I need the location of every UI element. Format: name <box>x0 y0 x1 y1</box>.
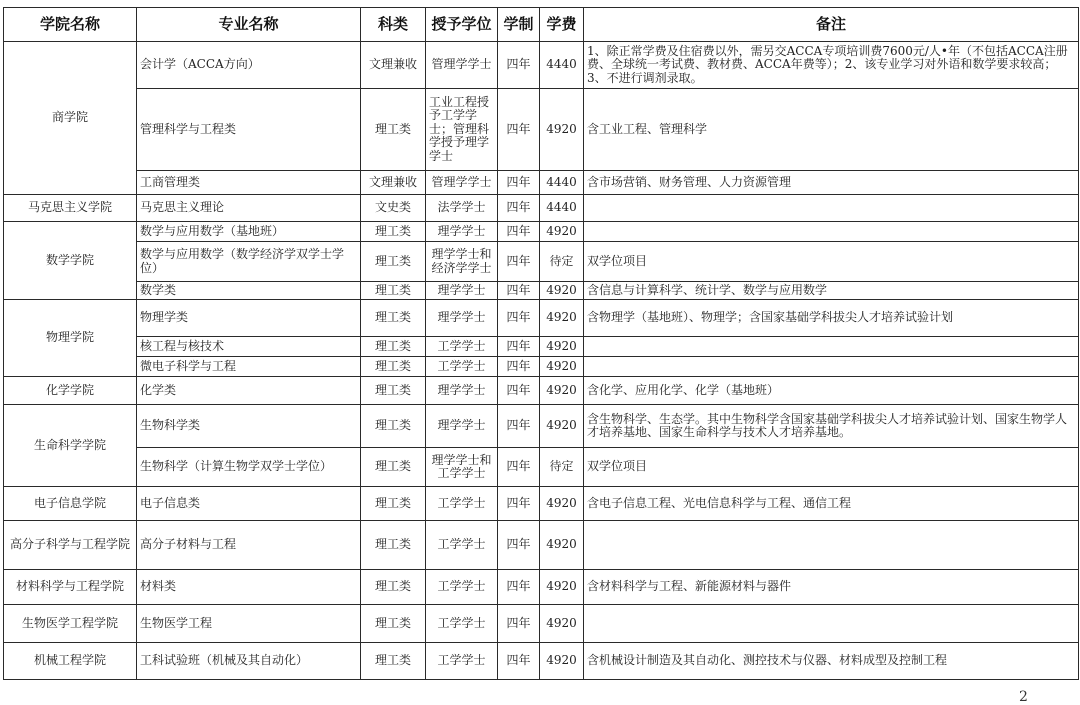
header-notes: 备注 <box>584 8 1079 42</box>
degree-cell: 理学学士 <box>426 405 498 448</box>
notes-cell <box>584 195 1079 222</box>
table-row <box>4 605 1079 643</box>
college-cell: 机械工程学院 <box>4 643 137 680</box>
duration-cell: 四年 <box>498 405 540 448</box>
table-header-row <box>4 8 1079 42</box>
table-row <box>4 89 1079 171</box>
tuition-cell: 4440 <box>540 171 584 195</box>
college-cell: 高分子科学与工程学院 <box>4 521 137 570</box>
degree-cell: 工学学士 <box>426 357 498 377</box>
header-category: 科类 <box>361 8 426 42</box>
degree-cell: 工学学士 <box>426 643 498 680</box>
notes-cell: 含机械设计制造及其自动化、测控技术与仪器、材料成型及控制工程 <box>584 643 1079 680</box>
major-cell: 电子信息类 <box>137 487 361 521</box>
category-cell: 文理兼收 <box>361 42 426 89</box>
duration-cell: 四年 <box>498 89 540 171</box>
table-row <box>4 521 1079 570</box>
major-cell: 管理科学与工程类 <box>137 89 361 171</box>
tuition-cell: 4920 <box>540 337 584 357</box>
header-major: 专业名称 <box>137 8 361 42</box>
tuition-cell: 4920 <box>540 357 584 377</box>
duration-cell: 四年 <box>498 282 540 300</box>
page-number: 2 <box>1019 689 1028 705</box>
notes-cell <box>584 521 1079 570</box>
table-row <box>4 242 1079 282</box>
category-cell: 文史类 <box>361 195 426 222</box>
header-degree: 授予学位 <box>426 8 498 42</box>
major-cell: 会计学（ACCA方向） <box>137 42 361 89</box>
duration-cell: 四年 <box>498 643 540 680</box>
notes-cell: 1、除正常学费及住宿费以外，需另交ACCA专项培训费7600元/人•年（不包括ACCA注册费、全球统一考试费、教材费、ACCA年费等）；2、该专业学习对外语和数学要求较高；3、不进行调剂录取。 <box>584 42 1079 89</box>
category-cell: 理工类 <box>361 300 426 337</box>
category-cell: 理工类 <box>361 89 426 171</box>
duration-cell: 四年 <box>498 357 540 377</box>
duration-cell: 四年 <box>498 222 540 242</box>
degree-cell: 理学学士 <box>426 300 498 337</box>
category-cell: 理工类 <box>361 405 426 448</box>
table-row <box>4 643 1079 680</box>
major-cell: 物理学类 <box>137 300 361 337</box>
tuition-cell: 4440 <box>540 195 584 222</box>
notes-cell: 含电子信息工程、光电信息科学与工程、通信工程 <box>584 487 1079 521</box>
college-cell: 物理学院 <box>4 300 137 377</box>
category-cell: 理工类 <box>361 605 426 643</box>
table-row <box>4 222 1079 242</box>
duration-cell: 四年 <box>498 570 540 605</box>
notes-cell: 含生物科学、生态学。其中生物科学含国家基础学科拔尖人才培养试验计划、国家生物学人才培养基地、国家生命科学与技术人才培养基地。 <box>584 405 1079 448</box>
college-cell: 电子信息学院 <box>4 487 137 521</box>
duration-cell: 四年 <box>498 487 540 521</box>
table-row <box>4 300 1079 337</box>
college-cell: 生命科学学院 <box>4 405 137 487</box>
category-cell: 理工类 <box>361 242 426 282</box>
degree-cell: 工学学士 <box>426 337 498 357</box>
degree-cell: 管理学学士 <box>426 171 498 195</box>
table-row <box>4 195 1079 222</box>
tuition-cell: 4920 <box>540 89 584 171</box>
table-row <box>4 357 1079 377</box>
notes-cell: 含物理学（基地班）、物理学；含国家基础学科拔尖人才培养试验计划 <box>584 300 1079 337</box>
major-cell: 生物科学类 <box>137 405 361 448</box>
duration-cell: 四年 <box>498 195 540 222</box>
notes-cell: 含市场营销、财务管理、人力资源管理 <box>584 171 1079 195</box>
table-row <box>4 282 1079 300</box>
category-cell: 文理兼收 <box>361 171 426 195</box>
category-cell: 理工类 <box>361 337 426 357</box>
tuition-cell: 4920 <box>540 570 584 605</box>
duration-cell: 四年 <box>498 242 540 282</box>
tuition-cell: 4920 <box>540 300 584 337</box>
duration-cell: 四年 <box>498 605 540 643</box>
header-tuition: 学费 <box>540 8 584 42</box>
major-cell: 化学类 <box>137 377 361 405</box>
tuition-cell: 待定 <box>540 242 584 282</box>
college-cell: 化学学院 <box>4 377 137 405</box>
category-cell: 理工类 <box>361 521 426 570</box>
notes-cell <box>584 222 1079 242</box>
notes-cell <box>584 605 1079 643</box>
duration-cell: 四年 <box>498 377 540 405</box>
major-cell: 材料类 <box>137 570 361 605</box>
duration-cell: 四年 <box>498 300 540 337</box>
degree-cell: 管理学学士 <box>426 42 498 89</box>
duration-cell: 四年 <box>498 521 540 570</box>
header-college: 学院名称 <box>4 8 137 42</box>
degree-cell: 工业工程授予工学学士；管理科学授予理学学士 <box>426 89 498 171</box>
table-row <box>4 570 1079 605</box>
notes-cell <box>584 337 1079 357</box>
category-cell: 理工类 <box>361 222 426 242</box>
degree-cell: 理学学士 <box>426 282 498 300</box>
notes-cell: 双学位项目 <box>584 242 1079 282</box>
degree-cell: 工学学士 <box>426 487 498 521</box>
tuition-cell: 4920 <box>540 605 584 643</box>
tuition-cell: 4920 <box>540 405 584 448</box>
college-cell: 材料科学与工程学院 <box>4 570 137 605</box>
duration-cell: 四年 <box>498 448 540 487</box>
category-cell: 理工类 <box>361 487 426 521</box>
major-cell: 数学与应用数学（数学经济学双学士学位） <box>137 242 361 282</box>
table-row <box>4 171 1079 195</box>
tuition-cell: 4440 <box>540 42 584 89</box>
duration-cell: 四年 <box>498 337 540 357</box>
table-row <box>4 448 1079 487</box>
table-row <box>4 487 1079 521</box>
college-cell: 数学学院 <box>4 222 137 300</box>
major-cell: 马克思主义理论 <box>137 195 361 222</box>
major-cell: 微电子科学与工程 <box>137 357 361 377</box>
major-cell: 数学与应用数学（基地班） <box>137 222 361 242</box>
college-cell: 生物医学工程学院 <box>4 605 137 643</box>
tuition-cell: 4920 <box>540 487 584 521</box>
tuition-cell: 4920 <box>540 377 584 405</box>
table-row <box>4 405 1079 448</box>
duration-cell: 四年 <box>498 42 540 89</box>
degree-cell: 理学学士 <box>426 377 498 405</box>
major-cell: 工商管理类 <box>137 171 361 195</box>
major-cell: 核工程与核技术 <box>137 337 361 357</box>
college-cell: 商学院 <box>4 42 137 195</box>
degree-cell: 理学学士和经济学学士 <box>426 242 498 282</box>
major-cell: 生物科学（计算生物学双学士学位） <box>137 448 361 487</box>
major-cell: 生物医学工程 <box>137 605 361 643</box>
category-cell: 理工类 <box>361 357 426 377</box>
degree-cell: 工学学士 <box>426 570 498 605</box>
notes-cell: 含化学、应用化学、化学（基地班） <box>584 377 1079 405</box>
header-duration: 学制 <box>498 8 540 42</box>
category-cell: 理工类 <box>361 282 426 300</box>
degree-cell: 法学学士 <box>426 195 498 222</box>
degree-cell: 理学学士 <box>426 222 498 242</box>
tuition-cell: 待定 <box>540 448 584 487</box>
tuition-cell: 4920 <box>540 222 584 242</box>
notes-cell: 含工业工程、管理科学 <box>584 89 1079 171</box>
major-cell: 数学类 <box>137 282 361 300</box>
notes-cell: 含信息与计算科学、统计学、数学与应用数学 <box>584 282 1079 300</box>
tuition-cell: 4920 <box>540 282 584 300</box>
notes-cell <box>584 357 1079 377</box>
degree-cell: 理学学士和工学学士 <box>426 448 498 487</box>
table-row <box>4 337 1079 357</box>
notes-cell: 含材料科学与工程、新能源材料与器件 <box>584 570 1079 605</box>
duration-cell: 四年 <box>498 171 540 195</box>
degree-cell: 工学学士 <box>426 521 498 570</box>
degree-cell: 工学学士 <box>426 605 498 643</box>
table-row <box>4 377 1079 405</box>
category-cell: 理工类 <box>361 570 426 605</box>
category-cell: 理工类 <box>361 377 426 405</box>
tuition-cell: 4920 <box>540 521 584 570</box>
notes-cell: 双学位项目 <box>584 448 1079 487</box>
table-row <box>4 42 1079 89</box>
category-cell: 理工类 <box>361 643 426 680</box>
tuition-cell: 4920 <box>540 643 584 680</box>
major-cell: 高分子材料与工程 <box>137 521 361 570</box>
category-cell: 理工类 <box>361 448 426 487</box>
major-cell: 工科试验班（机械及其自动化） <box>137 643 361 680</box>
admission-plan-table <box>3 7 1079 680</box>
college-cell: 马克思主义学院 <box>4 195 137 222</box>
